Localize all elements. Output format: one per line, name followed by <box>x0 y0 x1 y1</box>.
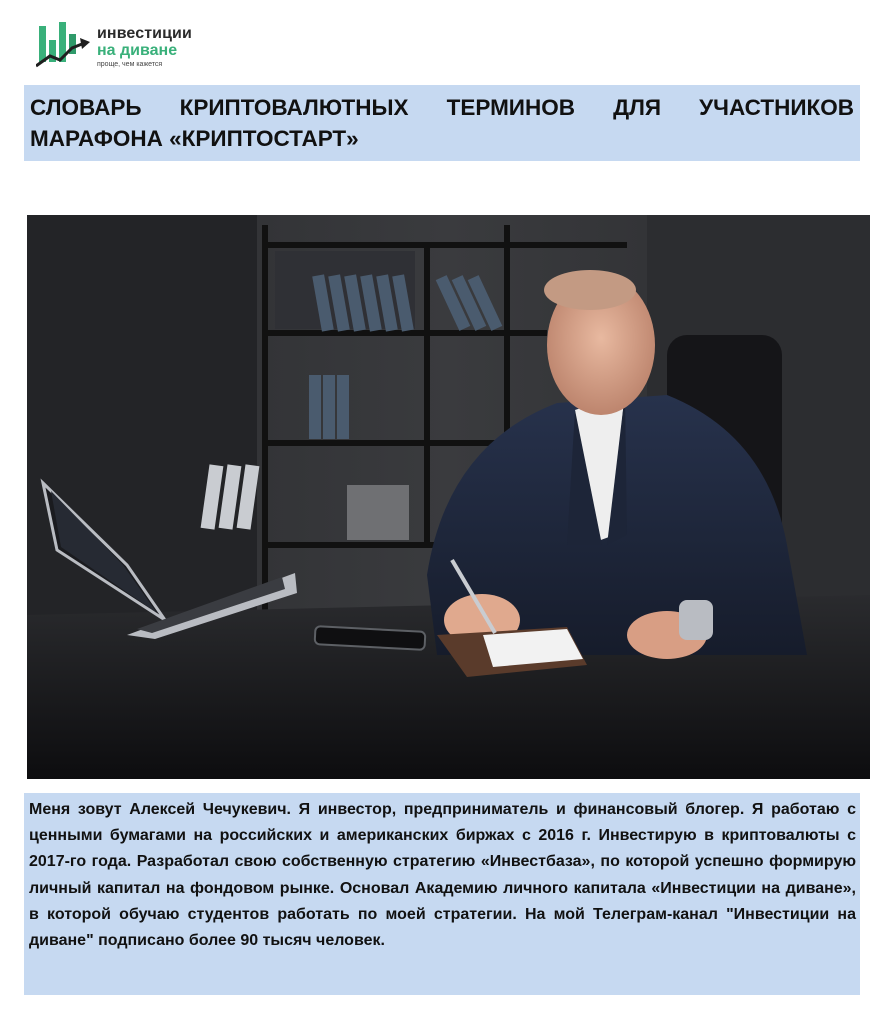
rising-chart-logo-icon <box>36 20 94 68</box>
author-photo-illustration <box>27 215 870 779</box>
author-bio-box <box>24 793 860 995</box>
author-bio-text: Меня зовут Алексей Чечукевич. Я инвестор, предприниматель и финансовый блогер. Я работаю с ценными бумагами на российских и американских биржах с 2016 г. Инвестирую в криптовалюты с 2017-го года. Разработал свою собственную стратегию «Инвестбаза», по которой успешно формирую личный капитал на фондовом рынке. Основал Академию личного капитала «Инвестиции на диване», в которой обучаю студентов работать по моей стратегии. На мой Телеграм-канал "Инвестиции на диване" подписано более 90 тысяч человек. <box>29 801 856 950</box>
brand-logo <box>36 20 256 72</box>
logo-tagline: проще, чем кажется <box>97 61 163 68</box>
logo-text-line2: на диване <box>97 42 178 59</box>
logo-text-line1: инвестиции <box>97 25 192 42</box>
document-title: СЛОВАРЬ КРИПТОВАЛЮТНЫХ ТЕРМИНОВ ДЛЯ УЧАСТНИКОВ МАРАФОНА «КРИПТОСТАРТ» <box>30 95 854 151</box>
author-photo <box>27 215 870 779</box>
title-highlight-box <box>24 85 860 161</box>
